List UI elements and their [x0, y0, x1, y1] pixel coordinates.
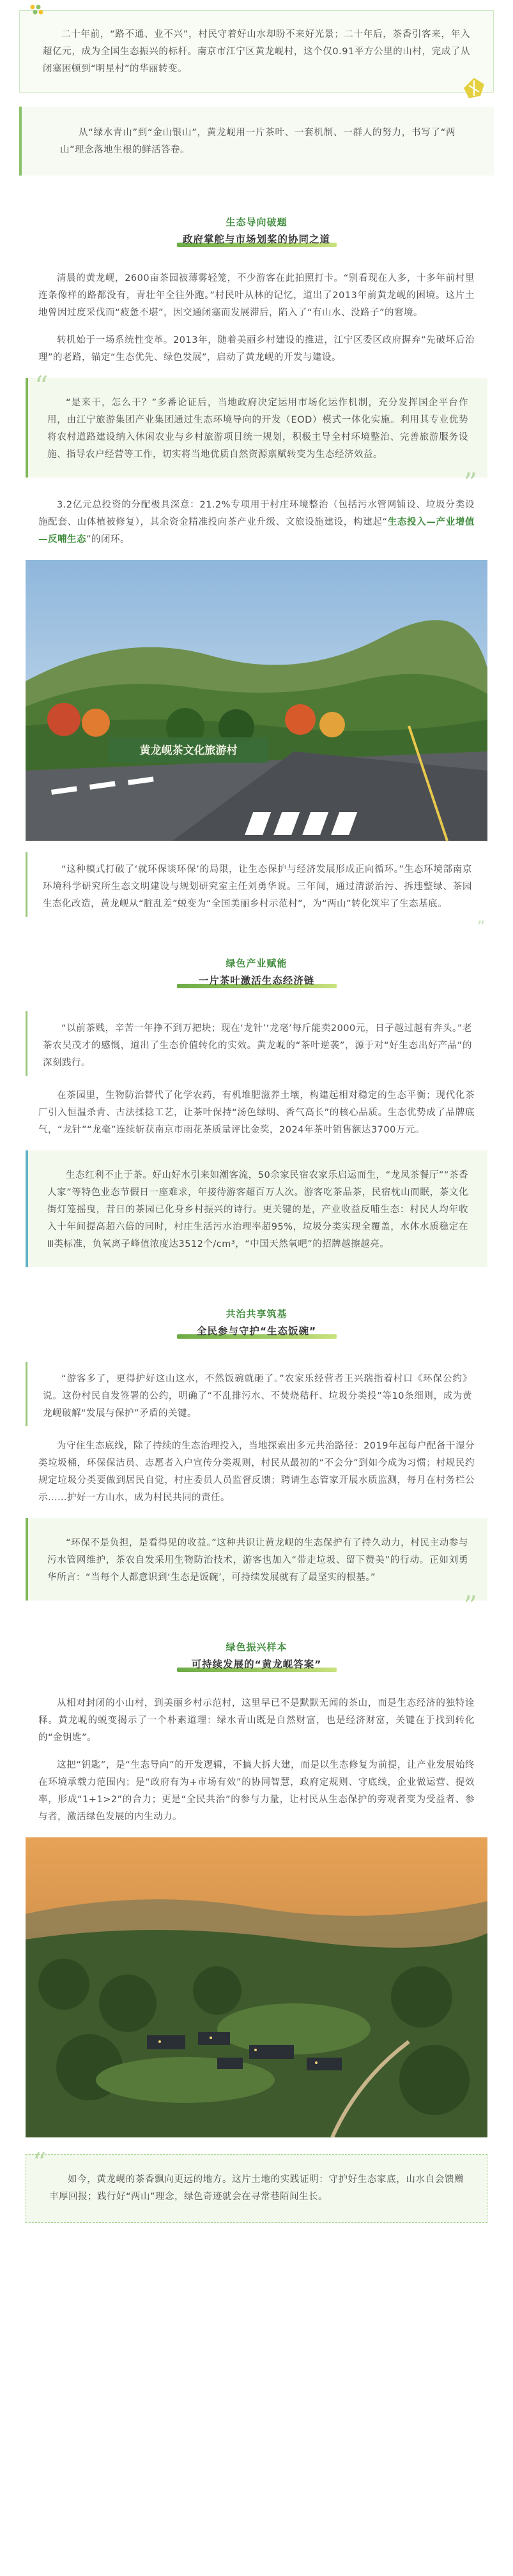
- section-3-quote-2: [26, 1518, 487, 1622]
- village-road-image: [26, 560, 487, 841]
- section-4-title: 可持续发展的“黄龙岘答案”: [191, 1659, 322, 1670]
- section-1-paragraph-1: 清晨的黄龙岘，2600亩茶园被薄雾轻笼，不少游客在此拍照打卡。“别看现在人多，十多年前村里连条像样的路都没有，青壮年全往外跑。”村民叶从林的记忆，道出了2013年前黄龙岘的困境。这片土地曾因过度采伐而“疲惫不堪”，因交通闭塞而发展滞后，陷入了“有山水、没路子”的窘境。: [38, 273, 475, 318]
- section-2-title: 一片茶叶激活生态经济链: [198, 975, 315, 986]
- section-4-subtitle: 绿色振兴样本: [226, 1641, 287, 1653]
- section-1-header: [0, 214, 513, 247]
- section-1-paragraph-2: 转机始于一场系统性变革。2013年，随着美丽乡村建设的推进，江宁区委区政府摒弃“先破坏后治理”的老路，锚定“生态优先、绿色发展”，启动了黄龙岘的开发与建设。: [38, 335, 475, 363]
- section-1-title: 政府掌舵与市场划桨的协同之道: [182, 234, 330, 245]
- section-3-title: 全民参与守护“生态饭碗”: [196, 1325, 317, 1337]
- aerial-village-photo: [26, 1837, 487, 2137]
- section-2-quote-text: “以前茶贱，辛苦一年挣不到万把块；现在‘龙针’‘龙毫’每斤能卖2000元，日子越过越有奔头。”老茶农吴茂才的感慨，道出了生态价值转化的实效。黄龙岘的“茶叶逆袭”，源于对“好生态出好产品”的深刻践行。: [43, 1023, 472, 1068]
- section-2-paragraph-1: 在茶园里，生物防治替代了化学农药，有机堆肥滋养土壤，构建起相对稳定的生态平衡；现代化茶厂引入恒温杀青、古法揉捻工艺，让茶叶保持“汤色绿明、香气高长”的核心品质。生态优势成了品牌底气，“龙针”“龙毫”连续斩获南京市雨花茶质量评比金奖，2024年茶叶销售额达3700万元。: [38, 1090, 475, 1135]
- section-2-highlight-box: [26, 1150, 487, 1267]
- section-1-highlight: 生态投入—产业增值—反哺生态: [38, 517, 475, 545]
- section-2-quote: [26, 1011, 487, 1076]
- section-3-header: [0, 1306, 513, 1339]
- section-1-quote-text: “是来干，怎么干？”多番论证后，当地政府决定运用市场化运作机制，充分发挥国企平台作用，由江宁旅游集团产业集团通过生态环境导向的开发（EOD）模式一体化实施。利用其专业优势将农村道路建设纳入休闲农业与乡村旅游项目统一规划，积极主导全村环境整治、完善旅游服务设施、指导农户经营等工作，切实将当地优质自然资源禀赋转变为生态经济效益。: [47, 398, 468, 460]
- section-3-subtitle: 共治共享筑基: [226, 1308, 287, 1320]
- section-3-quote-2-text: “环保不是负担，是看得见的收益。”这种共识让黄龙岘的生态保护有了持久动力，村民主动参与污水管网维护，茶农自发采用生物防治技术，游客也加入“带走垃圾、留下赞美”的行动。正如刘勇华所言：“当每个人都意识到‘生态是饭碗’，可持续发展就有了最坚实的根基。”: [47, 1538, 468, 1583]
- section-1-paragraph-3: 3.2亿元总投资的分配极具深意：21.2%专项用于村庄环境整治（包括污水管网铺设、垃圾分类设施配套、山体植被修复），其余资金精准投向茶产业升级、文旅设施建设，构建起“生态投入—产业增值—反哺生态”的闭环。: [38, 500, 475, 545]
- section-1-quote-2: [26, 852, 487, 936]
- section-2-paragraph-2: 生态红利不止于茶。好山好水引来如潮客流，50余家民宿农家乐启运而生，“龙凤茶餐厅”“茶香人家”等特色业态节假日一座难求，年接待游客超百万人次。游客吃茶品茶，民宿枕山而眠，茶文化街灯笼摇曳，昔日的茶园已化身乡村振兴的诗行。更关键的是，产业收益反哺生态：村民人均年收入十年间提高超六倍的同时，村庄生活污水治理率超95%，垃圾分类实现全覆盖，水体水质稳定在Ⅲ类标准，负氧离子峰值浓度达3512个/cm³，“中国天然氧吧”的招牌越擦越亮。: [47, 1170, 468, 1249]
- dots-decoration-icon: [29, 3, 50, 20]
- intro-quote-box: [19, 107, 494, 176]
- open-quote-icon: “: [33, 2147, 47, 2178]
- leaf-decoration-icon: [461, 77, 487, 101]
- close-quote-icon: ”: [463, 1590, 477, 1622]
- aerial-village-image: [26, 1837, 487, 2137]
- section-3-quote: [26, 1362, 487, 1426]
- intro-paragraph-2: 从“绿水青山”到“金山银山”，黄龙岘用一片茶叶、一套机制、一群人的努力，书写了“两山”理念落地生根的鲜活答卷。: [60, 128, 456, 155]
- section-1-quote: [26, 370, 487, 499]
- village-sign-text: 黄龙岘茶文化旅游村: [139, 744, 238, 757]
- section-3-quote-text: “游客多了，更得护好这山这水，不然饭碗就砸了。”农家乐经营者王兴瑞指着村口《环保公约》说。这份村民自发签署的公约，明确了“不乱排污水、不焚烧秸秆、垃圾分类投”等10条细则，成为黄龙岘破解“发展与保护”矛盾的关键。: [43, 1374, 472, 1419]
- section-4-header: [0, 1639, 513, 1672]
- village-road-photo: [26, 560, 487, 841]
- section-1-quote-2-text: “这种模式打破了‘就环保谈环保’的局限，让生态保护与经济发展形成正向循环。”生态环境部南京环境科学研究所生态文明建设与规划研究室主任刘勇华说。三年间，通过清淤治污、拆违整绿、茶园生态化改造，黄龙岘从“脏乱差”蜕变为“全国美丽乡村示范村”，为“两山”转化筑牢了生态基底。: [43, 864, 472, 909]
- outro-paragraph: 如今，黄龙岘的茶香飘向更远的地方。这片土地的实践证明：守护好生态家底，山水自会馈赠丰厚回报；践行好“两山”理念，绿色奇迹就会在寻常巷陌间生长。: [49, 2174, 464, 2202]
- intro-box: [19, 10, 494, 93]
- section-4-paragraph-2: 这把“钥匙”，是“生态导向”的开发逻辑，不搞大拆大建，而是以生态修复为前提，让产业发展始终在环境承载力范围内；是“政府有为+市场有效”的协同智慧，政府定规则、守底线，企业做运营、提效率，形成“1+1>2”的合力；更是“全民共治”的参与力量，让村民从生态保护的旁观者变为受益者、参与者，激活绿色发展的内生动力。: [38, 1760, 475, 1822]
- section-3-paragraph-1: 为守住生态底线，除了持续的生态治理投入，当地探索出多元共治路径：2019年起每户配备干湿分类垃圾桶，环保保洁员、志愿者入户宣传分类规则，村民从最初的“不会分”到如今成为习惯；村规民约规定垃圾分类要做到居民自觉，村庄委员人员监督反馈；聘请生态管家开展水质监测，每月在村务栏公示……护好一方山水，成为村民共同的责任。: [38, 1441, 475, 1503]
- outro-box: [26, 2147, 487, 2223]
- close-quote-icon: ”: [463, 467, 477, 499]
- intro-paragraph-1: 二十年前，“路不通、业不兴”，村民守着好山水却盼不来好光景；二十年后，茶香引客来，年入超亿元，成为全国生态振兴的标杆。南京市江宁区黄龙岘村，这个仅0.91平方公里的山村，完成了从闭塞困顿到“明星村”的华丽转变。: [43, 29, 470, 74]
- section-4-paragraph-1: 从相对封闭的小山村，到美丽乡村示范村，这里早已不是默默无闻的茶山，而是生态经济的独特诠释。黄龙岘的蜕变揭示了一个朴素道理：绿水青山既是自然财富，也是经济财富，关键在于找到转化的“金钥匙”。: [38, 1698, 475, 1743]
- section-1-subtitle: 生态导向破题: [226, 216, 287, 228]
- close-quote-icon: ”: [477, 918, 485, 936]
- section-2-header: [0, 955, 513, 988]
- section-2-subtitle: 绿色产业赋能: [226, 958, 287, 969]
- open-quote-icon: “: [34, 370, 49, 402]
- article-page: [0, 10, 513, 2259]
